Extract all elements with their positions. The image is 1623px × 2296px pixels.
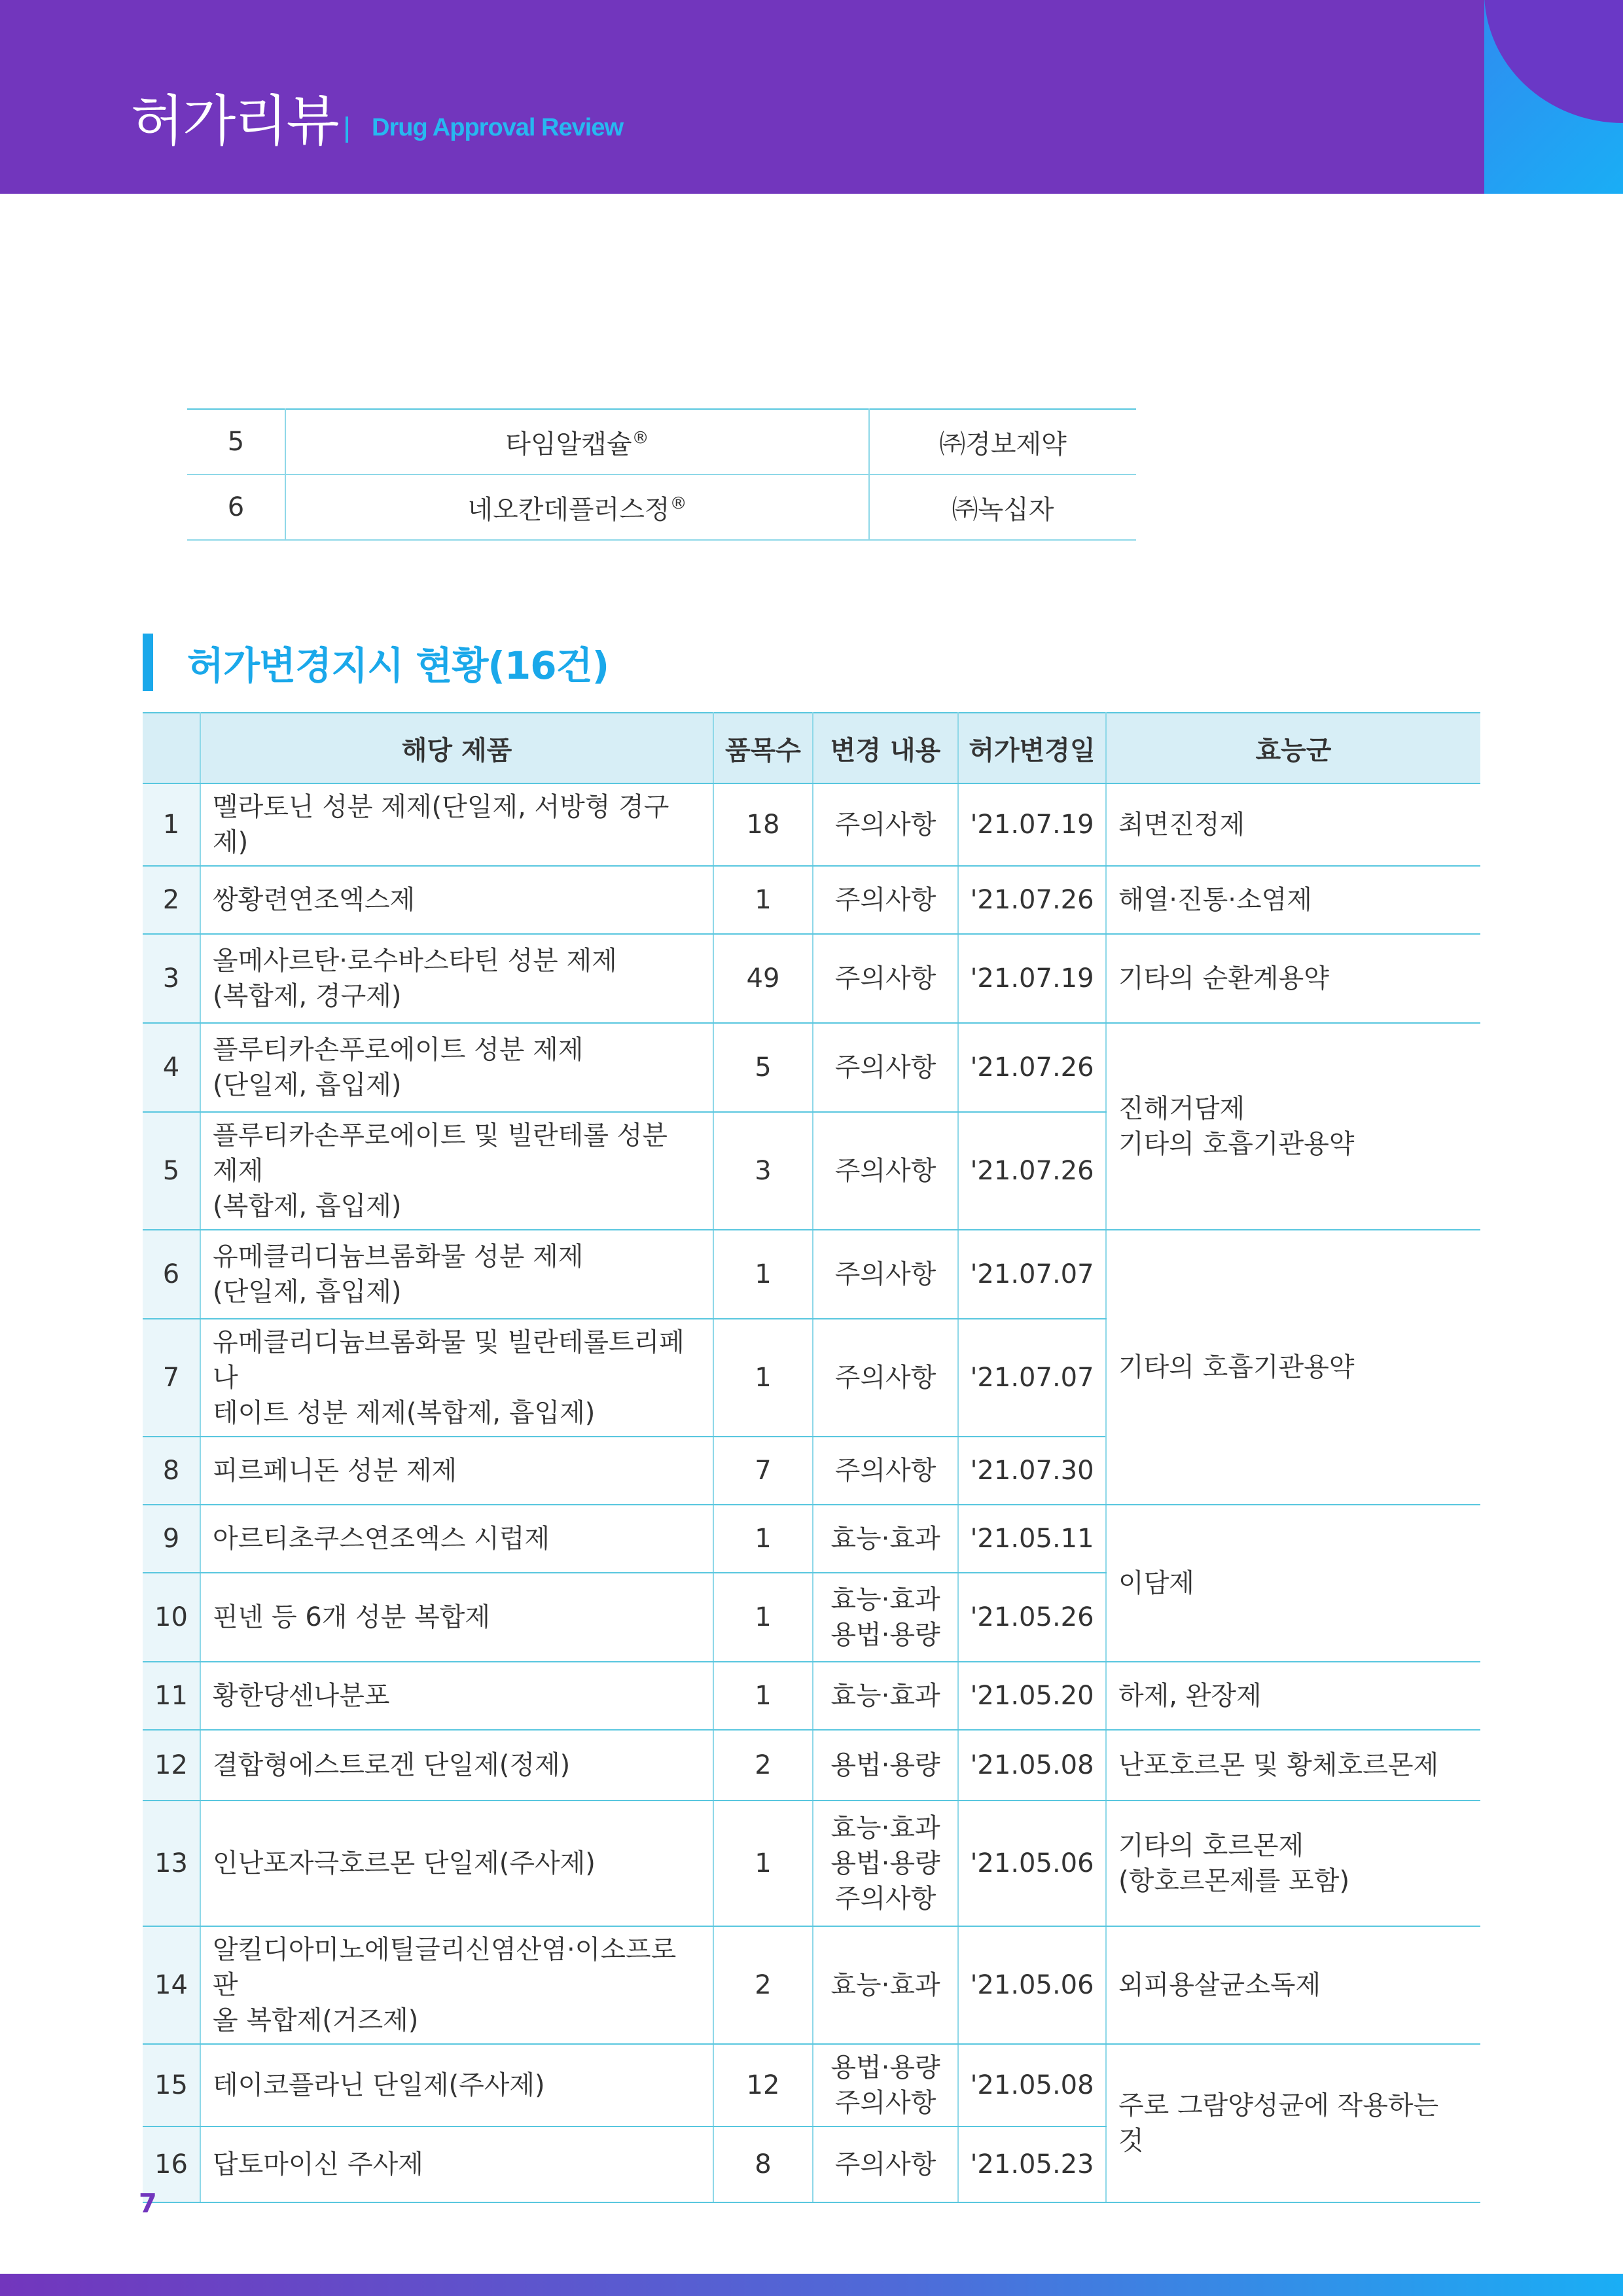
change-cell: 주의사항 xyxy=(813,1112,958,1230)
date-cell: '21.05.08 xyxy=(958,1730,1106,1801)
row-number: 15 xyxy=(143,2044,200,2126)
group-cell: 난포호르몬 및 황체호르몬제 xyxy=(1106,1730,1480,1801)
product-cell: 황한당센나분포 xyxy=(200,1662,713,1730)
table-header-row xyxy=(143,713,1480,783)
product-cell: 인난포자극호르몬 단일제(주사제) xyxy=(200,1801,713,1926)
product-cell: 테이코플라닌 단일제(주사제) xyxy=(200,2044,713,2126)
row-number: 3 xyxy=(143,934,200,1023)
continued-table xyxy=(187,408,1136,541)
product-cell: 답토마이신 주사제 xyxy=(200,2126,713,2202)
count-cell: 8 xyxy=(713,2126,813,2202)
section-title: 허가변경지시 현황(16건) xyxy=(187,643,609,688)
row-number: 12 xyxy=(143,1730,200,1801)
count-cell: 1 xyxy=(713,1505,813,1573)
group-cell: 주로 그람양성균에 작용하는 것 xyxy=(1106,2044,1480,2202)
change-cell: 효능·효과 xyxy=(813,1926,958,2044)
header-title-ko: 허가리뷰 xyxy=(131,89,338,153)
table-row xyxy=(143,783,1480,866)
date-cell: '21.05.23 xyxy=(958,2126,1106,2202)
product-cell: 플루티카손푸로에이트 및 빌란테롤 성분 제제 (복합제, 흡입제) xyxy=(200,1112,713,1230)
company-name: ㈜녹십자 xyxy=(869,475,1136,540)
change-cell: 주의사항 xyxy=(813,1230,958,1319)
table-row xyxy=(143,1505,1480,1573)
row-number: 13 xyxy=(143,1801,200,1926)
change-cell: 주의사항 xyxy=(813,1023,958,1112)
product-cell: 핀넨 등 6개 성분 복합제 xyxy=(200,1573,713,1662)
row-number: 6 xyxy=(143,1230,200,1319)
product-cell: 멜라토닌 성분 제제(단일제, 서방형 경구제) xyxy=(200,783,713,866)
product-cell: 유메클리디늄브롬화물 및 빌란테롤트리페나 테이트 성분 제제(복합제, 흡입제) xyxy=(200,1319,713,1437)
date-cell: '21.07.26 xyxy=(958,1112,1106,1230)
group-cell: 기타의 호흡기관용약 xyxy=(1106,1230,1480,1505)
date-cell: '21.05.11 xyxy=(958,1505,1106,1573)
group-cell: 진해거담제 기타의 호흡기관용약 xyxy=(1106,1023,1480,1230)
date-cell: '21.05.08 xyxy=(958,2044,1106,2126)
count-cell: 2 xyxy=(713,1926,813,2044)
product-cell: 아르티초쿠스연조엑스 시럽제 xyxy=(200,1505,713,1573)
row-number: 9 xyxy=(143,1505,200,1573)
header-title-en: Drug Approval Review xyxy=(372,114,624,141)
date-cell: '21.05.20 xyxy=(958,1662,1106,1730)
row-number: 5 xyxy=(143,1112,200,1230)
header-no xyxy=(143,713,200,783)
row-number: 16 xyxy=(143,2126,200,2202)
change-cell: 효능·효과 xyxy=(813,1505,958,1573)
table-row xyxy=(143,1730,1480,1801)
change-cell: 효능·효과 용법·용량 주의사항 xyxy=(813,1801,958,1926)
change-cell: 효능·효과 용법·용량 xyxy=(813,1573,958,1662)
table-row xyxy=(143,1230,1480,1319)
row-number: 10 xyxy=(143,1573,200,1662)
change-cell: 용법·용량 주의사항 xyxy=(813,2044,958,2126)
change-cell: 주의사항 xyxy=(813,783,958,866)
company-name: ㈜경보제약 xyxy=(869,409,1136,475)
change-cell: 주의사항 xyxy=(813,934,958,1023)
count-cell: 5 xyxy=(713,1023,813,1112)
registered-mark: ® xyxy=(632,428,649,448)
count-cell: 18 xyxy=(713,783,813,866)
approval-change-table xyxy=(143,712,1480,2203)
count-cell: 1 xyxy=(713,1573,813,1662)
change-cell: 주의사항 xyxy=(813,2126,958,2202)
table-row xyxy=(187,409,1136,475)
header-separator xyxy=(346,117,348,143)
table-row xyxy=(143,2044,1480,2126)
change-cell: 주의사항 xyxy=(813,1319,958,1437)
date-cell: '21.07.19 xyxy=(958,934,1106,1023)
header-count: 품목수 xyxy=(713,713,813,783)
count-cell: 2 xyxy=(713,1730,813,1801)
count-cell: 1 xyxy=(713,866,813,934)
change-cell: 효능·효과 xyxy=(813,1662,958,1730)
product-cell: 알킬디아미노에틸글리신염산염·이소프로판 올 복합제(거즈제) xyxy=(200,1926,713,2044)
row-number: 5 xyxy=(187,409,285,475)
table-row xyxy=(187,475,1136,540)
header-change: 변경 내용 xyxy=(813,713,958,783)
row-number: 2 xyxy=(143,866,200,934)
table-row xyxy=(143,1023,1480,1112)
table-row xyxy=(143,1926,1480,2044)
row-number: 11 xyxy=(143,1662,200,1730)
date-cell: '21.07.07 xyxy=(958,1319,1106,1437)
row-number: 1 xyxy=(143,783,200,866)
product-cell: 결합형에스트로겐 단일제(정제) xyxy=(200,1730,713,1801)
date-cell: '21.05.26 xyxy=(958,1573,1106,1662)
group-cell: 이담제 xyxy=(1106,1505,1480,1662)
group-cell: 해열·진통·소염제 xyxy=(1106,866,1480,934)
product-cell: 피르페니돈 성분 제제 xyxy=(200,1437,713,1505)
registered-mark: ® xyxy=(669,493,687,514)
table-row xyxy=(143,1662,1480,1730)
date-cell: '21.05.06 xyxy=(958,1926,1106,2044)
change-cell: 주의사항 xyxy=(813,866,958,934)
change-cell: 주의사항 xyxy=(813,1437,958,1505)
count-cell: 1 xyxy=(713,1230,813,1319)
footer-band xyxy=(0,2274,1623,2296)
header-date: 허가변경일 xyxy=(958,713,1106,783)
table-row xyxy=(143,866,1480,934)
change-cell: 용법·용량 xyxy=(813,1730,958,1801)
group-cell: 하제, 완장제 xyxy=(1106,1662,1480,1730)
date-cell: '21.05.06 xyxy=(958,1801,1106,1926)
count-cell: 49 xyxy=(713,934,813,1023)
table-row xyxy=(143,1801,1480,1926)
group-cell: 기타의 호르몬제 (항호르몬제를 포함) xyxy=(1106,1801,1480,1926)
group-cell: 기타의 순환계용약 xyxy=(1106,934,1480,1023)
row-number: 14 xyxy=(143,1926,200,2044)
header-product: 해당 제품 xyxy=(200,713,713,783)
count-cell: 12 xyxy=(713,2044,813,2126)
product-cell: 올메사르탄·로수바스타틴 성분 제제 (복합제, 경구제) xyxy=(200,934,713,1023)
row-number: 7 xyxy=(143,1319,200,1437)
date-cell: '21.07.26 xyxy=(958,866,1106,934)
product-cell: 플루티카손푸로에이트 성분 제제 (단일제, 흡입제) xyxy=(200,1023,713,1112)
count-cell: 1 xyxy=(713,1801,813,1926)
row-number: 8 xyxy=(143,1437,200,1505)
page-number: 7 xyxy=(139,2189,157,2219)
table-row xyxy=(143,934,1480,1023)
product-name: 타임알캡슐® xyxy=(285,409,869,475)
product-name: 네오칸데플러스정® xyxy=(285,475,869,540)
count-cell: 3 xyxy=(713,1112,813,1230)
date-cell: '21.07.07 xyxy=(958,1230,1106,1319)
count-cell: 7 xyxy=(713,1437,813,1505)
row-number: 4 xyxy=(143,1023,200,1112)
group-cell: 최면진정제 xyxy=(1106,783,1480,866)
row-number: 6 xyxy=(187,475,285,540)
date-cell: '21.07.26 xyxy=(958,1023,1106,1112)
group-cell: 외피용살균소독제 xyxy=(1106,1926,1480,2044)
header-group: 효능군 xyxy=(1106,713,1480,783)
date-cell: '21.07.30 xyxy=(958,1437,1106,1505)
count-cell: 1 xyxy=(713,1662,813,1730)
date-cell: '21.07.19 xyxy=(958,783,1106,866)
product-cell: 쌍황련연조엑스제 xyxy=(200,866,713,934)
product-cell: 유메클리디늄브롬화물 성분 제제 (단일제, 흡입제) xyxy=(200,1230,713,1319)
count-cell: 1 xyxy=(713,1319,813,1437)
section-marker xyxy=(143,634,153,691)
